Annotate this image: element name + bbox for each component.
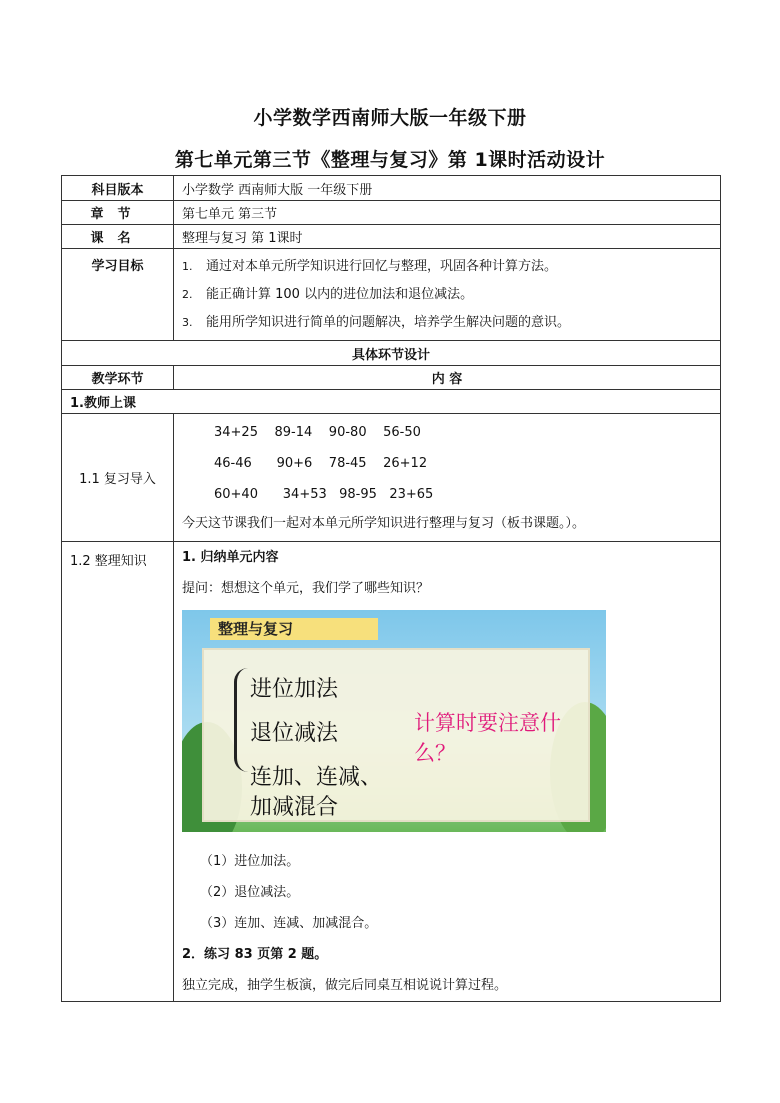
goal-text: 能用所学知识进行简单的问题解决，培养学生解决问题的意识。 <box>206 314 571 330</box>
row-section1 <box>62 390 721 414</box>
lesson-table <box>61 175 721 1002</box>
exercise-row: 34+25 89-14 90-80 56-50 <box>214 425 421 440</box>
sub1-1-label: 1.1 复习导入 <box>62 414 174 542</box>
point-item <box>182 846 712 877</box>
edition-label: 科目版本 <box>62 176 174 201</box>
col-content-header: 内 容 <box>174 366 721 390</box>
slide-item: 连加、连减、 <box>250 765 383 790</box>
point-item <box>182 908 712 939</box>
row-edition <box>62 176 721 201</box>
design-header: 具体环节设计 <box>62 341 721 366</box>
goal-text: 能正确计算 100 以内的进位加法和退位减法。 <box>206 286 474 302</box>
practice-text: 独立完成，抽学生板演，做完后同桌互相说说计算过程。 <box>182 978 508 993</box>
row-goals <box>62 249 721 341</box>
heading-practice: 2．练习 83 页第 2 题。 <box>182 947 328 962</box>
row-chapter <box>62 201 721 225</box>
goals-label: 学习目标 <box>62 249 174 341</box>
doc-title: 小学数学西南师大版一年级下册 <box>253 107 527 129</box>
goal-number: 1. <box>182 259 193 273</box>
slide-ribbon-title: 整理与复习 <box>210 618 378 640</box>
goal-text: 通过对本单元所学知识进行回忆与整理，巩固各种计算方法。 <box>206 258 558 274</box>
slide-item: 加减混合 <box>250 795 339 820</box>
sub1-2-label: 1.2 整理知识 <box>62 542 174 1002</box>
row-organize <box>62 542 721 1002</box>
goal-item <box>182 281 712 309</box>
slide-item: 进位加法 <box>250 677 339 702</box>
point-number: （2） <box>200 885 235 900</box>
goals-list <box>174 249 721 341</box>
sub1-1-content <box>174 414 721 542</box>
goal-number: 3. <box>182 315 193 329</box>
brace-icon <box>234 668 251 772</box>
heading-summarize: 1. 归纳单元内容 <box>182 550 279 565</box>
row-review-intro <box>62 414 721 542</box>
row-design-header <box>62 341 721 366</box>
col-stage-header: 教学环节 <box>62 366 174 390</box>
section1-title: 1.教师上课 <box>62 390 721 414</box>
question-text: 提问：想想这个单元，我们学了哪些知识？ <box>182 581 430 596</box>
point-item <box>182 877 712 908</box>
exercise-row: 60+40 34+53 98-95 23+65 <box>214 487 434 502</box>
slide-question: 计算时要注意什么？ <box>414 711 561 765</box>
chapter-label: 章节 <box>62 201 174 225</box>
goal-number: 2. <box>182 287 193 301</box>
lesson-value: 整理与复习 第 1课时 <box>174 225 721 249</box>
exercise-row: 46-46 90+6 78-45 26+12 <box>214 456 428 471</box>
slide-panel <box>202 648 590 822</box>
goal-item <box>182 309 712 337</box>
edition-value: 小学数学 西南师大版 一年级下册 <box>174 176 721 201</box>
point-text: 进位加法。 <box>234 854 300 869</box>
lesson-slide-image <box>182 610 606 832</box>
lesson-label: 课名 <box>62 225 174 249</box>
slide-item: 退位减法 <box>250 721 339 746</box>
goal-item <box>182 253 712 281</box>
chapter-value: 第七单元 第三节 <box>174 201 721 225</box>
doc-subtitle: 第七单元第三节《整理与复习》第 1课时活动设计 <box>174 149 606 171</box>
point-text: 退位减法。 <box>234 885 300 900</box>
sub1-2-content <box>174 542 721 1002</box>
point-number: （3） <box>200 916 235 931</box>
intro-text: 今天这节课我们一起对本单元所学知识进行整理与复习（板书课题。）。 <box>182 516 586 531</box>
point-text: 连加、连减、加减混合。 <box>234 916 378 931</box>
row-lesson <box>62 225 721 249</box>
point-number: （1） <box>200 854 235 869</box>
row-column-headers <box>62 366 721 390</box>
